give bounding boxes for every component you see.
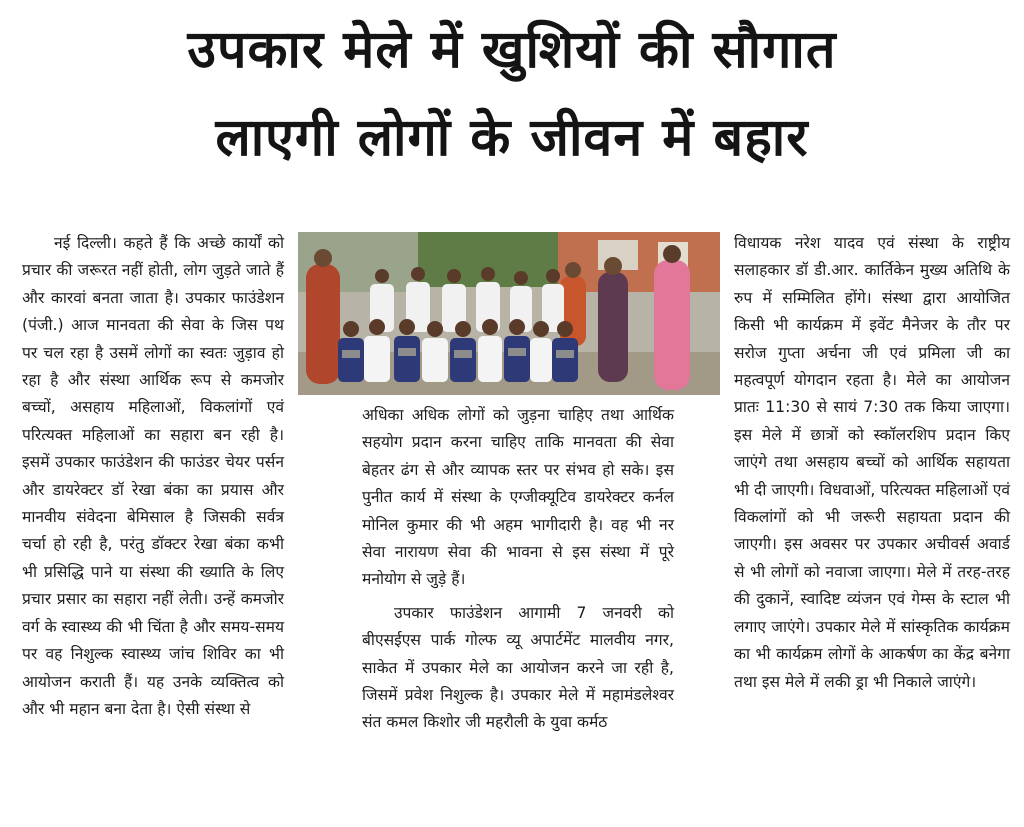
article-column-2 (362, 402, 674, 737)
article-paragraph: विधायक नरेश यादव एवं संस्था के राष्ट्रीय सलाहकार डॉ डी.आर. कार्तिकेन मुख्य अतिथि के रुप में सम्मिलित होंगे। संस्था द्वारा आयोजित किसी भी कार्यक्रम में इवेंट मैनेजर के तौर पर सरोज गुप्ता अर्चना जी एवं प्रमिला जी का महत्वपूर्ण योगदान रहता है। मेले का आयोजन प्रातः 11:30 से सायं 7:30 तक किया जाएगा। इस मेले में छात्रों को स्कॉलरशिप प्रदान किए जाएंगे तथा असहाय बच्चों को आर्थिक सहायता भी दी जाएगी। विधवाओं, परित्यक्त महिलाओं एवं विकलांगों को भी जरूरी सहायता प्रदान की जाएगी। इस अवसर पर उपकार अचीवर्स अवार्ड से भी लोगों को नवाजा जाएगा। मेले में तरह-तरह की दुकानें, स्वादिष्ट व्यंजन एवं गेम्स के स्टाल भी लगाए जाएंगे। उपकार मेले में सांस्कृतिक कार्यक्रम का भी कार्यक्रम लोगों के आकर्षण का केंद्र बनेगा तथा इस मेले में लकी ड्रा भी निकाले जाएंगे। (734, 234, 1010, 691)
headline-line-2: लाएगी लोगों के जीवन में बहार (215, 108, 809, 168)
article-paragraph: नई दिल्ली। कहते हैं कि अच्छे कार्यों को प्रचार की जरूरत नहीं होती, लोग जुड़ते जाते हैं और कारवां बनता जाता है। उपकार फाउंडेशन (पंजी.) आज मानवता की सेवा के जिस पथ पर चल रहा है उसमें लोगों का स्वतः जुड़ाव हो रहा है और संस्था आर्थिक रूप से कमजोर बच्चों, असहाय महिलाओं, विकलांगों एवं परित्यक्त महिलाओं का सहारा बन रही है। इसमें उपकार फाउंडेशन की फाउंडर चेयर पर्सन और डायरेक्टर डॉ रेखा बंका का प्रयास और मानवीय संवेदना बेमिसाल है जिसकी सर्वत्र चर्चा हो रही है, परंतु डॉक्टर रेखा बंका कभी भी प्रसिद्धि पाने या संस्था की ख्याति के लिए प्रचार प्रसार का सहारा नहीं लेती। उन्हें कमजोर वर्ग के स्वास्थ्य की भी चिंता है और समय-समय पर वह निशुल्क स्वास्थ्य जांच शिविर का भी आयोजन कराती हैं। यह उनके व्यक्तित्व को और भी महान बना देता है। ऐसी संस्था से (22, 234, 284, 718)
headline-line-1: उपकार मेले में खुशियों की सौगात (187, 20, 837, 80)
article-paragraph: अधिका अधिक लोगों को जुड़ना चाहिए तथा आर्थिक सहयोग प्रदान करना चाहिए ताकि मानवता की सेवा बेहतर ढंग से और व्यापक स्तर पर संभव हो सके। इस पुनीत कार्य में संस्था के एग्जीक्यूटिव डायरेक्टर कर्नल मोनिल कुमार की भी अहम भागीदारी है। वह भी नर सेवा नारायण सेवा की भावना से इस संस्था में पूरे मनोयोग से जुड़े हैं। (362, 406, 674, 589)
group-photo-icon (298, 232, 720, 395)
headline (0, 6, 1024, 182)
article-paragraph: उपकार फाउंडेशन आगामी 7 जनवरी को बीएसईएस पार्क गोल्फ व्यू अपार्टमेंट मालवीय नगर, साकेत में उपकार मेले का आयोजन करने जा रही है, जिसमें प्रवेश निशुल्क है। उपकार मेले में महामंडलेश्वर संत कमल किशोर जी महरौली के युवा कर्मठ (362, 603, 674, 732)
group-photo (298, 232, 720, 395)
article-column-3 (734, 230, 1010, 696)
article-column-1 (22, 230, 284, 723)
